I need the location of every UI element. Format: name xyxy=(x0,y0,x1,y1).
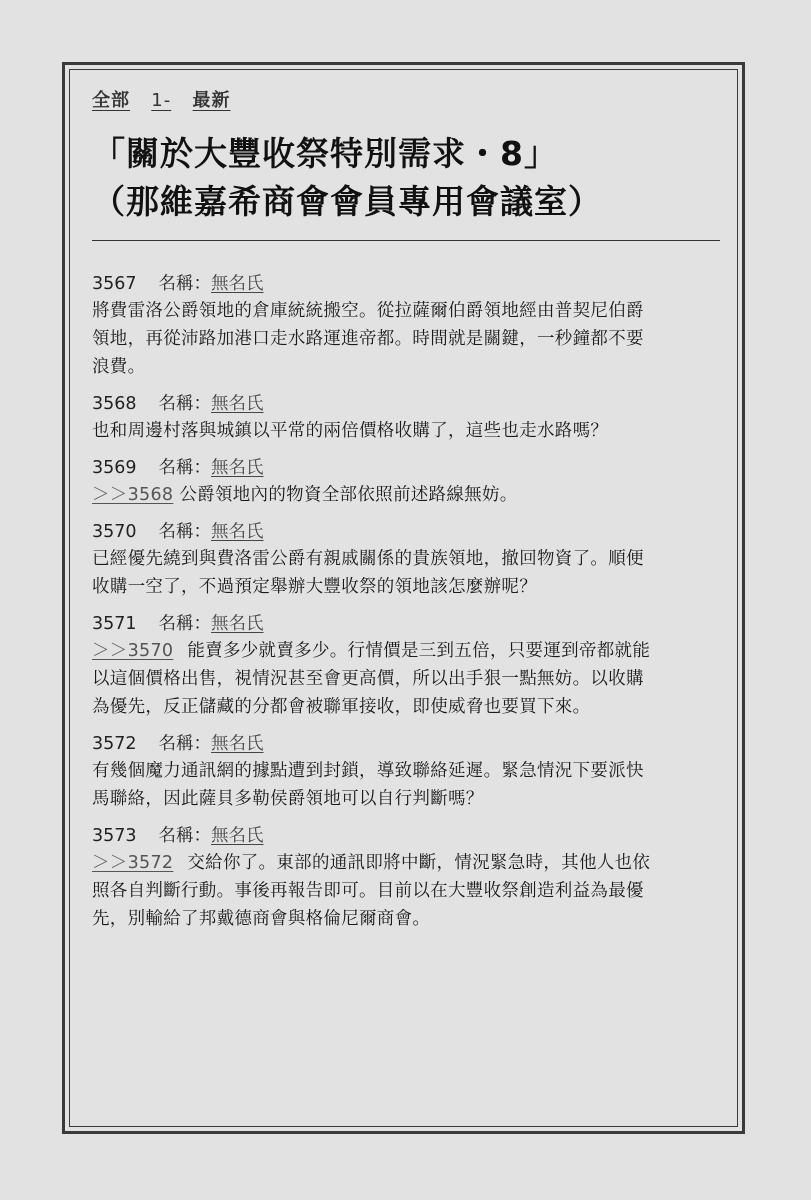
post-body-line xyxy=(92,693,720,721)
post-number: 3570 xyxy=(92,522,137,542)
post-3571 xyxy=(92,611,720,721)
poster-name-link[interactable]: 無名氏 xyxy=(211,614,264,634)
post-list xyxy=(92,271,720,933)
poster-name-link[interactable]: 無名氏 xyxy=(211,458,264,478)
post-text: 照各自判斷行動。事後再報告即可。目前以在大豐收祭創造利益為最優 xyxy=(92,881,644,901)
poster-name-link[interactable]: 無名氏 xyxy=(211,826,264,846)
post-number: 3573 xyxy=(92,826,137,846)
post-3567 xyxy=(92,271,720,381)
post-3570 xyxy=(92,519,720,601)
post-body-line xyxy=(92,637,720,665)
poster-name-link[interactable]: 無名氏 xyxy=(211,734,264,754)
post-name-label: 名稱： xyxy=(158,274,212,294)
post-header xyxy=(92,271,720,297)
reply-anchor-link[interactable]: ＞＞3572 xyxy=(92,853,174,873)
post-body-line xyxy=(92,877,720,905)
nav-range-link[interactable]: 1- xyxy=(151,90,172,111)
post-body-line xyxy=(92,785,720,813)
post-body-line xyxy=(92,905,720,933)
thread-title-line-1: 「關於大豐收祭特別需求・8」 xyxy=(92,134,558,173)
thread-title-line-2: （那維嘉希商會會員專用會議室） xyxy=(92,182,602,221)
post-text: 將費雷洛公爵領地的倉庫統統搬空。從拉薩爾伯爵領地經由普契尼伯爵 xyxy=(92,301,644,321)
nav-all-link[interactable]: 全部 xyxy=(92,90,130,111)
post-name-label: 名稱： xyxy=(158,522,212,542)
nav-latest-link[interactable]: 最新 xyxy=(192,90,231,111)
post-text: 以這個價格出售，視情況甚至會更高價，所以出手狠一點無妨。以收購 xyxy=(92,669,644,689)
thread-title xyxy=(92,130,720,226)
post-body xyxy=(92,481,720,509)
post-3568 xyxy=(92,391,720,445)
post-body xyxy=(92,849,720,933)
post-number: 3572 xyxy=(92,734,137,754)
post-header xyxy=(92,391,720,417)
post-text: 先，別輸給了邦戴德商會與格倫尼爾商會。 xyxy=(92,909,431,929)
post-text: 能賣多少就賣多少。行情價是三到五倍，只要運到帝都就能 xyxy=(187,641,651,661)
thread-nav xyxy=(92,86,720,114)
post-body xyxy=(92,757,720,813)
post-text: 馬聯絡，因此薩貝多勒侯爵領地可以自行判斷嗎？ xyxy=(92,789,484,809)
post-body-line xyxy=(92,325,720,353)
post-name-label: 名稱： xyxy=(158,458,212,478)
post-text: 公爵領地內的物資全部依照前述路線無妨。 xyxy=(179,485,518,505)
post-header xyxy=(92,823,720,849)
post-text: 收購一空了，不過預定舉辦大豐收祭的領地該怎麼辦呢？ xyxy=(92,577,537,597)
post-body-line xyxy=(92,757,720,785)
poster-name-link[interactable]: 無名氏 xyxy=(211,274,264,294)
post-body xyxy=(92,545,720,601)
post-name-label: 名稱： xyxy=(158,734,212,754)
post-3573 xyxy=(92,823,720,933)
post-body-line xyxy=(92,573,720,601)
post-header xyxy=(92,611,720,637)
title-divider xyxy=(92,240,720,241)
post-name-label: 名稱： xyxy=(158,394,212,414)
post-body-line xyxy=(92,353,720,381)
post-text: 為優先，反正儲藏的分都會被聯軍接收，即使威脅也要買下來。 xyxy=(92,697,591,717)
post-body xyxy=(92,417,720,445)
post-text: 有幾個魔力通訊網的據點遭到封鎖，導致聯絡延遲。緊急情況下要派快 xyxy=(92,761,644,781)
post-text: 領地，再從沛路加港口走水路運進帝都。時間就是關鍵，一秒鐘都不要 xyxy=(92,329,644,349)
post-number: 3571 xyxy=(92,614,137,634)
post-body-line xyxy=(92,545,720,573)
post-text: 交給你了。東部的通訊即將中斷，情況緊急時，其他人也依 xyxy=(187,853,651,873)
post-body-line xyxy=(92,297,720,325)
reply-anchor-link[interactable]: ＞＞3568 xyxy=(92,485,174,505)
post-number: 3568 xyxy=(92,394,137,414)
reply-anchor-link[interactable]: ＞＞3570 xyxy=(92,641,174,661)
post-body xyxy=(92,297,720,381)
thread-content xyxy=(92,86,720,943)
post-body-line xyxy=(92,665,720,693)
post-number: 3567 xyxy=(92,274,137,294)
post-header xyxy=(92,519,720,545)
post-header xyxy=(92,731,720,757)
post-header xyxy=(92,455,720,481)
post-text: 已經優先繞到與費洛雷公爵有親戚關係的貴族領地，撤回物資了。順便 xyxy=(92,549,644,569)
post-3569 xyxy=(92,455,720,509)
post-text: 也和周邊村落與城鎮以平常的兩倍價格收購了，這些也走水路嗎？ xyxy=(92,421,609,441)
post-3572 xyxy=(92,731,720,813)
post-body-line xyxy=(92,849,720,877)
poster-name-link[interactable]: 無名氏 xyxy=(211,522,264,542)
post-name-label: 名稱： xyxy=(158,826,212,846)
post-text: 浪費。 xyxy=(92,357,146,377)
post-name-label: 名稱： xyxy=(158,614,212,634)
post-body-line xyxy=(92,481,720,509)
post-body-line xyxy=(92,417,720,445)
poster-name-link[interactable]: 無名氏 xyxy=(211,394,264,414)
post-body xyxy=(92,637,720,721)
post-number: 3569 xyxy=(92,458,137,478)
